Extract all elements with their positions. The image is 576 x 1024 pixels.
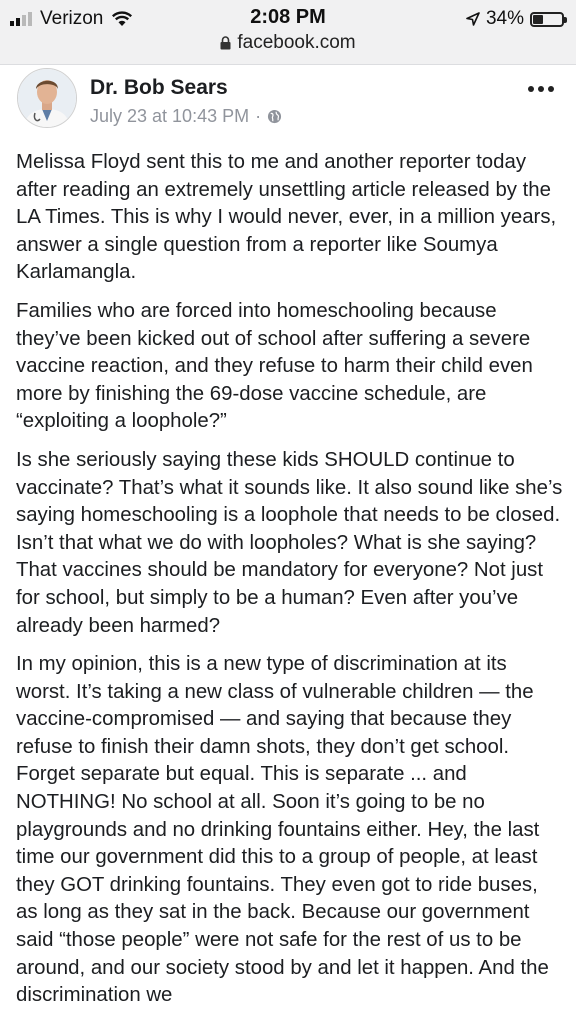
- battery-percent: 34%: [485, 8, 524, 29]
- url-text: facebook.com: [237, 32, 356, 53]
- address-bar[interactable]: [0, 32, 576, 54]
- post-body: [16, 149, 564, 1021]
- post-paragraph: Melissa Floyd sent this to me and another reporter today after reading an extremely unsettling article released by the LA Times. This is why I would never, ever, in a million years, answer a single question from a reporter like Soumya Karlamangla.: [16, 151, 557, 284]
- battery-fill: [533, 15, 543, 24]
- post-header: [0, 64, 576, 144]
- location-arrow-icon: [466, 12, 480, 26]
- post-meta: [90, 106, 282, 127]
- clock: 2:08 PM: [250, 6, 326, 28]
- globe-icon: [267, 109, 282, 124]
- avatar[interactable]: [17, 68, 77, 128]
- status-right: [466, 8, 564, 30]
- post-paragraph: Families who are forced into homeschooling because they’ve been kicked out of school after suffering a severe vaccine reaction, and they refuse to harm their child even more by finishing the 69-dose vaccine schedule, are “exploiting a loophole?”: [16, 299, 533, 433]
- carrier-name: Verizon: [40, 8, 104, 29]
- lock-icon: [220, 36, 231, 50]
- profile-photo: [18, 69, 76, 127]
- author-name[interactable]: Dr. Bob Sears: [90, 76, 228, 99]
- post-timestamp[interactable]: July 23 at 10:43 PM: [90, 106, 250, 126]
- post-paragraph: Is she seriously saying these kids SHOULD continue to vaccinate? That’s what it sounds like. It also sound like she’s saying homeschooling is a loophole that needs to be closed. Isn’t that what we do with loopholes? What is she saying? That vaccines should be mandatory for everyone? Not just for school, but simply to be a human? Even after you’ve already been harmed?: [16, 448, 563, 637]
- status-bar: [0, 0, 576, 65]
- battery-icon: [530, 12, 564, 27]
- post-paragraph: In my opinion, this is a new type of discrimination at its worst. It’s taking a new class of vulnerable children — the vaccine-compromised — and saying that because they refuse to finish their damn shots, they don’t get school. Forget separate but equal. This is separate ... and NOTHING! No school at all. Soon it’s going to be no playgrounds and no drinking fountains either. Hey, the last time our government did this to a group of people, at least they GOT drinking fountains. They even got to ride buses, as long as they sat in the back. Because our government said “those people” were not safe for the rest of us to be around, and our society stood by and let it happen. And the discrimination we: [16, 653, 549, 1007]
- meta-separator: ·: [255, 106, 262, 126]
- more-options-icon[interactable]: [528, 86, 554, 92]
